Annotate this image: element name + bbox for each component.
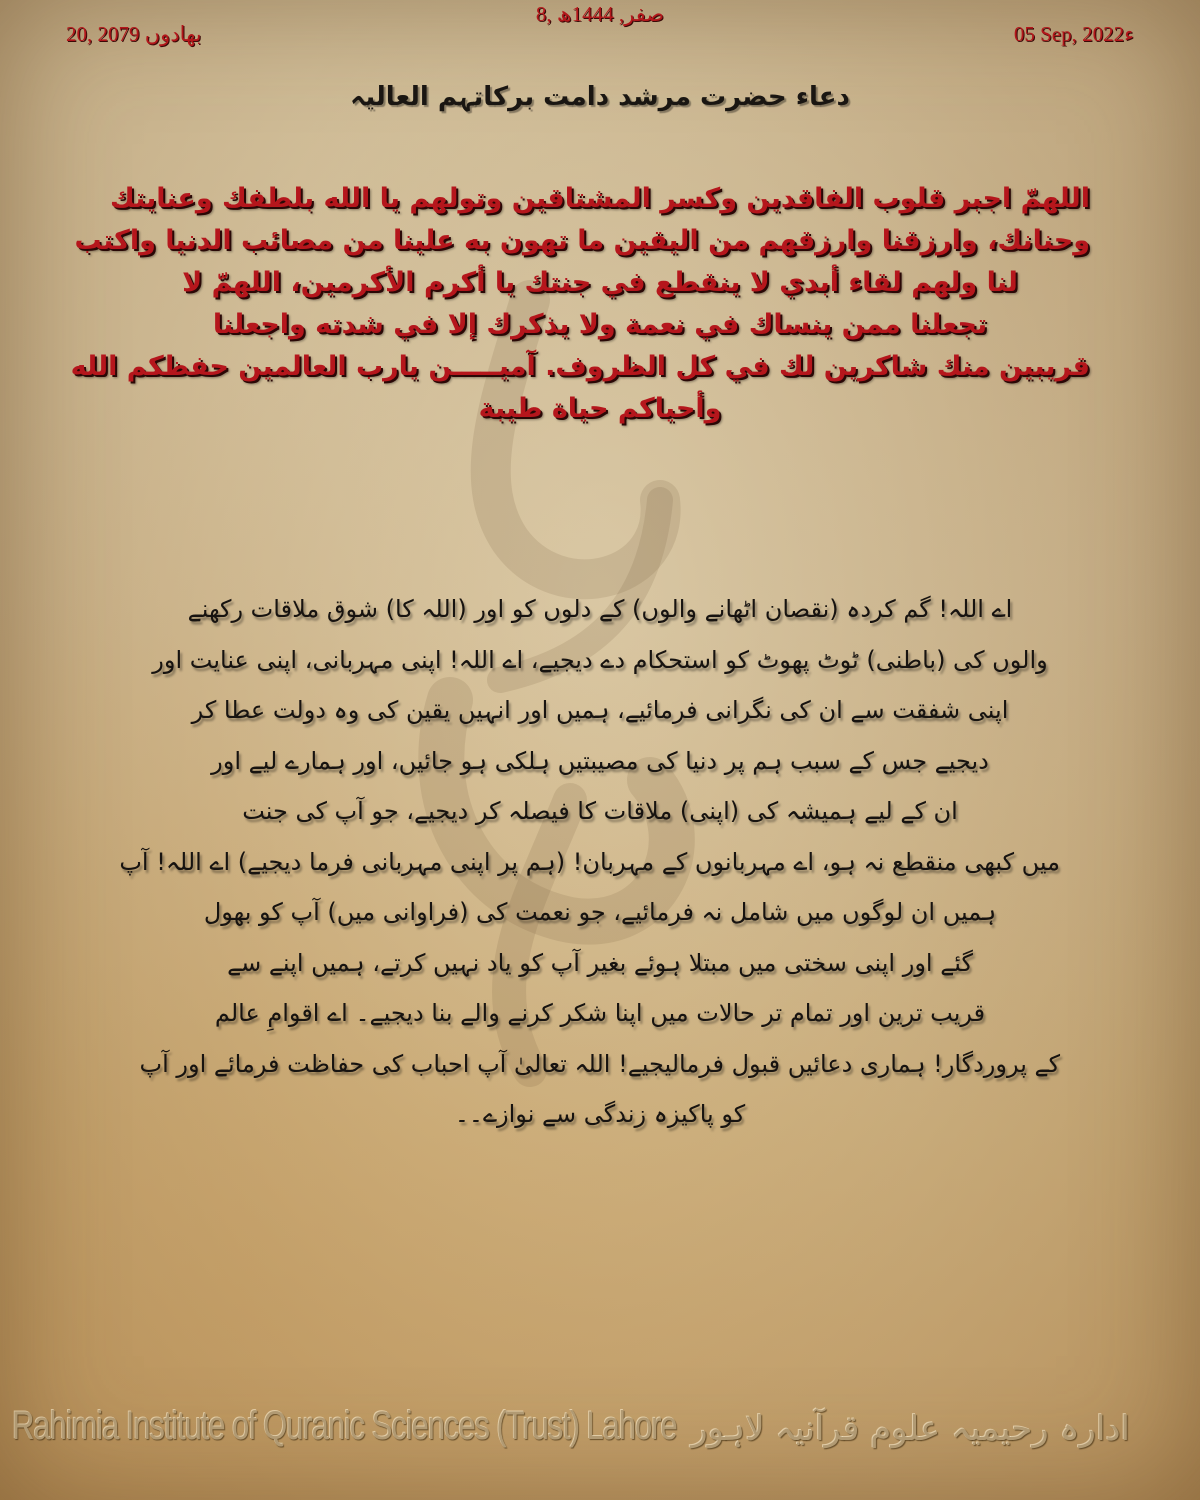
urdu-translation-line: قریب ترین اور تمام تر حالات میں اپنا شکر کرنے والے بنا دیجیے۔ اے اقوامِ عالم (214, 999, 986, 1027)
arabic-dua-line: تجعلنا ممن ينساك في نعمة ولا يذكرك إلا في شدته واجعلنا (212, 309, 988, 340)
urdu-translation-line: کو پاکیزہ زندگی سے نوازے۔۔ (454, 1100, 746, 1128)
page-title: دعاء حضرت مرشد دامت برکاتہم العالیہ (350, 82, 850, 112)
urdu-translation (119, 584, 1060, 1140)
urdu-translation-line: میں کبھی منقطع نہ ہو، اے مہربانوں کے مہربان! (ہم پر اپنی مہربانی فرما دیجیے) اے اللہ! آپ (119, 847, 1060, 876)
urdu-translation-line: ان کے لیے ہمیشہ کی (اپنی) ملاقات کا فیصلہ کر دیجیے، جو آپ کی جنت (242, 797, 958, 825)
gregorian-date: 05 Sep, 2022ء (1013, 22, 1134, 46)
institute-name-urdu-logo: ادارہ رحیمیہ علوم قرآنیہ لاہور (691, 1409, 1130, 1449)
arabic-dua-line: وحنانك، وارزقنا وارزقهم من اليقين ما تهون به علينا من مصائب الدنيا واكتب (74, 225, 1090, 256)
bikrami-date: 20, بھادوں 2079 (66, 22, 202, 46)
urdu-translation-line: دیجیے جس کے سبب ہم پر دنیا کی مصیبتیں ہلکی ہو جائیں، اور ہمارے لیے اور (211, 746, 989, 775)
arabic-dua-line: قريبين منك شاكرين لك في كل الظروف. آميـــــن يارب العالمين حفظكم الله (70, 351, 1090, 382)
urdu-translation-line: کے پروردگار! ہماری دعائیں قبول فرمالیجیے! اللہ تعالیٰ آپ احباب کی حفاظت فرمائے اور آپ (139, 1049, 1060, 1078)
institute-name-english: Rahimia Institute of Quranic Sciences (Trust) Lahore (12, 1404, 677, 1448)
urdu-translation-line: اپنی شفقت سے ان کی نگرانی فرمائیے، ہمیں اور انہیں یقین کی وہ دولت عطا کر (191, 696, 1009, 724)
arabic-dua-line: اللهمّ اجبر قلوب الفاقدين وكسر المشتاقين وتولهم يا الله بلطفك وعنايتك (109, 183, 1090, 214)
arabic-dua (70, 178, 1090, 430)
arabic-dua-line: لنا ولهم لقاء أبدي لا ينقطع في جنتك يا أكرم الأكرمين، اللهمّ لا (182, 267, 1018, 298)
urdu-translation-line: گئے اور اپنی سختی میں مبتلا ہوئے بغیر آپ کو یاد نہیں کرتے، ہمیں اپنے سے (227, 948, 973, 977)
urdu-translation-line: ہمیں ان لوگوں میں شامل نہ فرمائیے، جو نعمت کی (فراوانی میں) آپ کو بھول (203, 898, 997, 926)
urdu-translation-line: والوں کی (باطنی) ٹوٹ پھوٹ کو استحکام دے دیجیے، اے اللہ! اپنی مہربانی، اپنی عنایت اور (152, 645, 1048, 674)
hijri-date: 8, صفر, 1444ھ (535, 2, 665, 26)
urdu-translation-line: اے اللہ! گم کردہ (نقصان اٹھانے والوں) کے دلوں کو اور (اللہ کا) شوق ملاقات رکھنے (187, 595, 1013, 623)
arabic-dua-line: وأحياكم حياة طيبة (478, 393, 722, 424)
institute-footer (0, 1400, 1200, 1470)
